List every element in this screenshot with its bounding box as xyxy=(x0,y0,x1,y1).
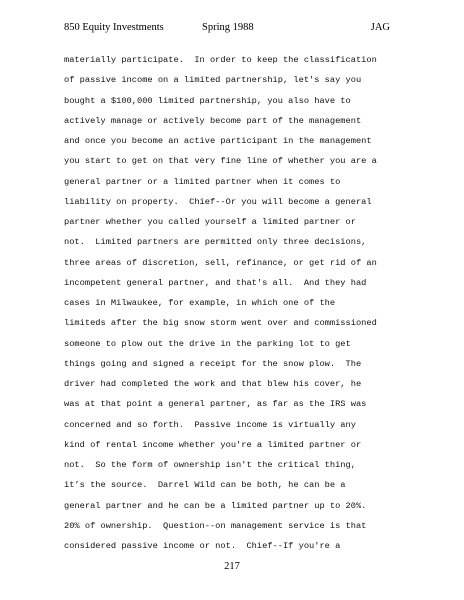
text-line: materially participate. In order to keep the classification xyxy=(64,55,377,65)
text-line: not. So the form of ownership isn't the critical thing, xyxy=(64,460,356,470)
text-line: concerned and so forth. Passive income is virtually any xyxy=(64,419,356,430)
text-line: considered passive income or not. Chief--If you're a xyxy=(64,541,341,551)
text-line: you start to get on that very fine line of whether you are a xyxy=(64,156,377,167)
text-line: actively manage or actively become part of the management xyxy=(64,115,362,126)
text-line: incompetent general partner, and that's all. And they had xyxy=(64,277,367,288)
text-line: liability on property. Chief--Or you will become a general xyxy=(64,196,372,207)
term-label: Spring 1988 xyxy=(202,22,254,33)
text-line: bought a $100,000 limited partnership, you also have to xyxy=(64,95,351,106)
text-line: not. Limited partners are permitted only three decisions, xyxy=(64,237,367,248)
text-line: three areas of discretion, sell, refinance, or get rid of an xyxy=(64,257,377,268)
text-line: limiteds after the big snow storm went over and commissioned xyxy=(64,318,377,329)
page-header xyxy=(64,22,390,38)
text-line: of passive income on a limited partnership, let's say you xyxy=(64,75,362,86)
text-line: general partner and he can be a limited partner up to 20%. xyxy=(64,500,367,511)
text-line: someone to plow out the drive in the parking lot to get xyxy=(64,338,351,349)
page-number: 217 xyxy=(224,561,240,572)
text-line: driver had completed the work and that blew his cover, he xyxy=(64,379,362,389)
author-initials: JAG xyxy=(370,22,390,33)
transcript-body xyxy=(64,50,409,556)
text-line: kind of rental income whether you're a limited partner or xyxy=(64,439,362,450)
text-line: partner whether you called yourself a limited partner or xyxy=(64,217,356,227)
text-line: general partner or a limited partner when it comes to xyxy=(64,176,341,187)
text-line: it’s the source. Darrel Wild can be both, he can be a xyxy=(64,480,346,491)
text-line: cases in Milwaukee, for example, in which one of the xyxy=(64,298,336,308)
text-line: and once you become an active participant in the management xyxy=(64,136,372,146)
text-line: was at that point a general partner, as far as the IRS was xyxy=(64,399,367,410)
course-title: 850 Equity Investments xyxy=(64,22,164,33)
text-line: 20% of ownership. Question--on management service is that xyxy=(64,520,367,531)
text-line: things going and signed a receipt for the snow plow. The xyxy=(64,358,362,369)
